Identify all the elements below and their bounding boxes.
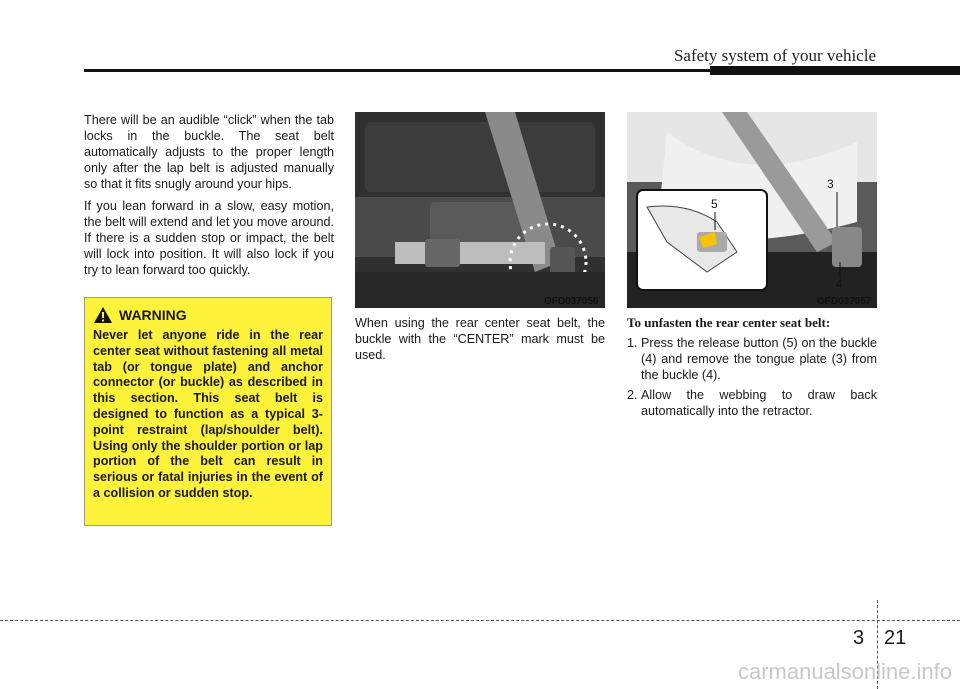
- label-3: 3: [827, 177, 834, 191]
- paragraph: If you lean forward in a slow, easy motion, the belt will extend and let you move around. If there is a sudden stop or impact, the belt will lock into position. It will also lock if you try to lean forward too quickly.: [84, 199, 334, 277]
- footer-rule: [0, 620, 960, 621]
- step-number: 2.: [627, 388, 638, 402]
- warning-box: [84, 297, 332, 526]
- section-number: 3: [853, 627, 865, 649]
- figure-code: OFD037057: [817, 296, 872, 307]
- label-5: 5: [711, 197, 718, 211]
- step-text: Allow the webbing to draw back automatically into the retractor.: [641, 388, 877, 418]
- list-item: [627, 387, 877, 419]
- figure-code: OFD037056: [544, 296, 599, 307]
- warning-text: Never let anyone ride in the rear center seat without fastening all metal tab (or tongue plate) and anchor connector (or buckle) as described in this section. This seat belt is designed to function as a typical 3-point restraint (lap/shoulder belt). Using only the shoulder portion or lap portion of the belt can result in serious or fatal injuries in the event of a collision or sudden stop.: [93, 328, 323, 500]
- warning-heading: [93, 306, 323, 324]
- label-4: 4: [836, 277, 843, 291]
- rear-seat-illustration: [355, 112, 605, 308]
- section-title: Safety system of your vehicle: [673, 46, 876, 65]
- watermark: carmanualsonline.info: [737, 659, 952, 684]
- unfasten-buckle-figure: [627, 112, 877, 308]
- warning-title: WARNING: [119, 307, 187, 323]
- column-right: [627, 315, 877, 423]
- warning-triangle-icon: [93, 306, 113, 324]
- step-number: 1.: [627, 336, 638, 350]
- page-number: 21: [884, 627, 907, 649]
- subheading: To unfasten the rear center seat belt:: [627, 315, 831, 330]
- unfasten-illustration: [627, 112, 877, 308]
- header-rule-accent: [710, 66, 960, 75]
- center-belt-note: When using the rear center seat belt, the buckle with the “CENTER” mark must be used.: [355, 316, 605, 362]
- paragraph: There will be an audible “click” when the tab locks in the buckle. The seat belt automatically adjusts to the proper length only after the lap belt is adjusted manually so that it fits snugly around your hips.: [84, 113, 334, 191]
- list-item: [627, 335, 877, 383]
- column-left: [84, 112, 334, 284]
- rear-seat-buckle-figure: [355, 112, 605, 308]
- step-text: Press the release button (5) on the buckle (4) and remove the tongue plate (3) from the buckle (4).: [641, 336, 877, 382]
